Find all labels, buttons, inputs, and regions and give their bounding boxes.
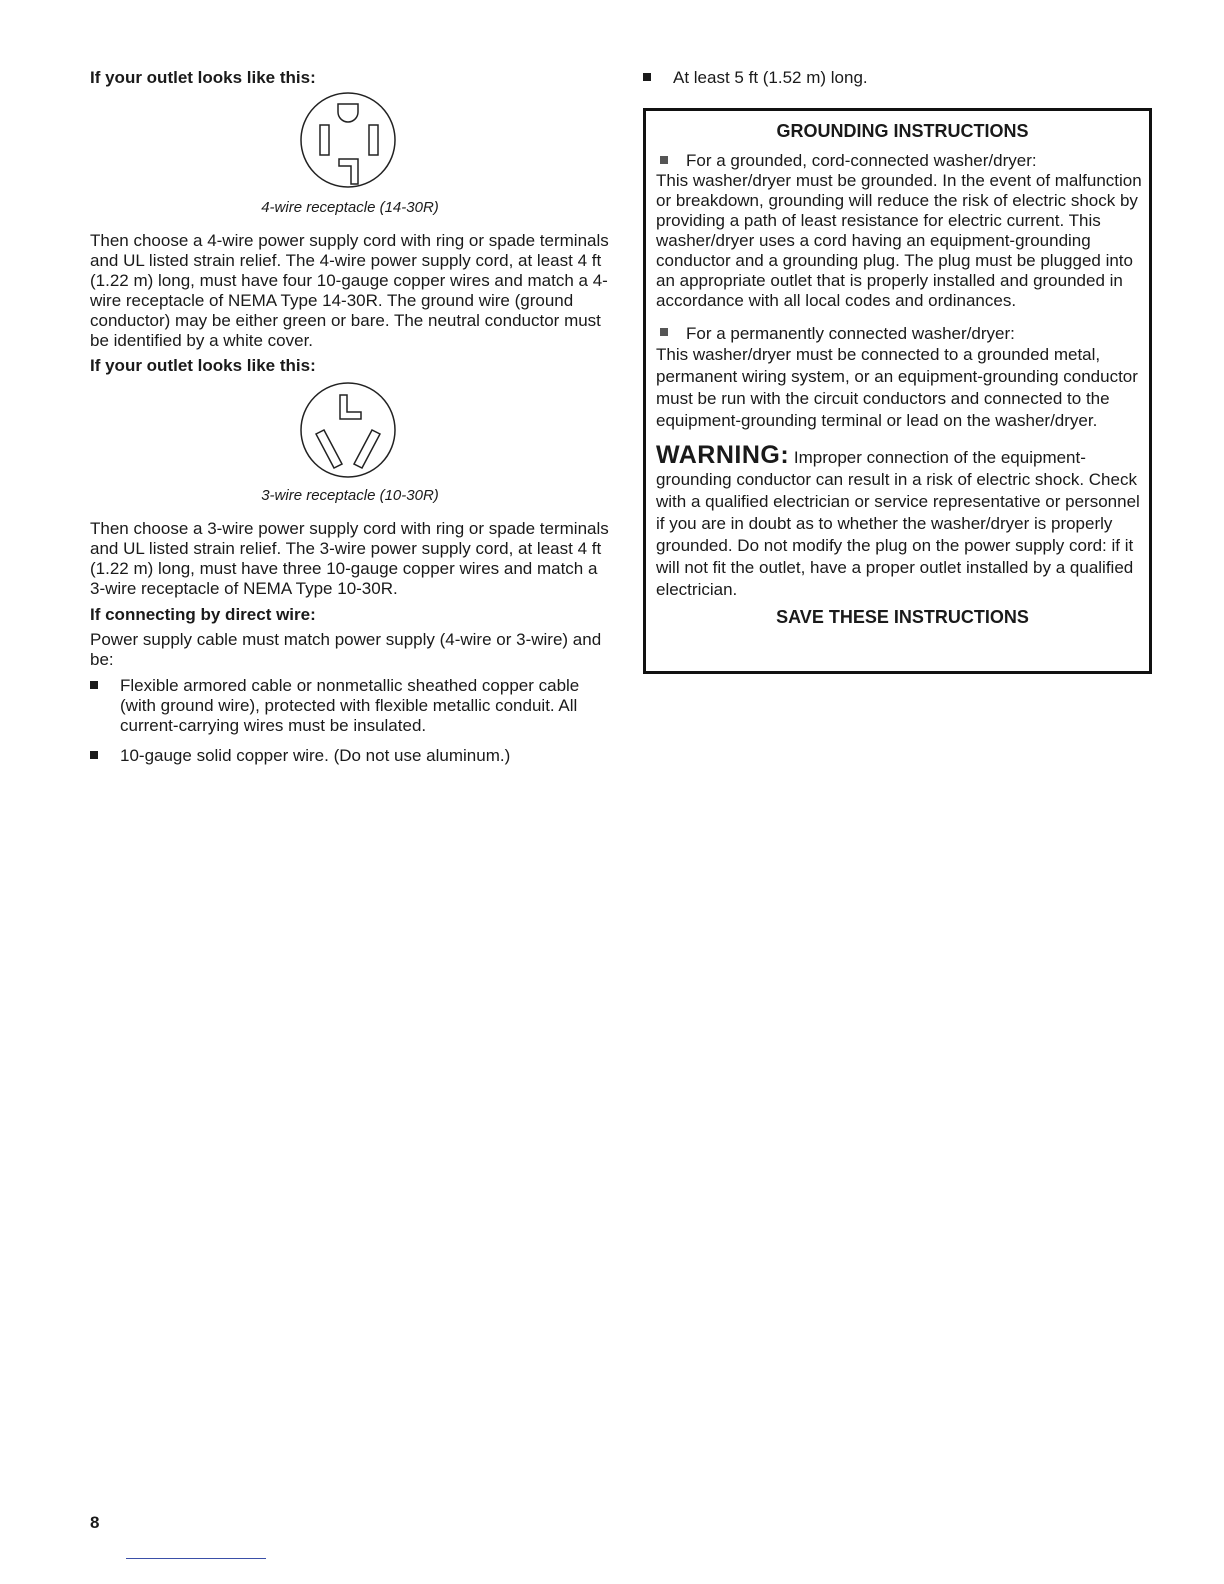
- paragraph-4wire: Then choose a 4-wire power supply cord with ring or spade terminals and UL listed strain relief. The 4-wire power supply cord, at least 4 ft (1.22 m) long, must have four 10-gauge copper wires and match a 4-wire receptacle of NEMA Type 14-30R. The ground wire (ground conductor) may be either green or bare. The neutral conductor must be identified by a white cover.: [90, 231, 609, 350]
- item2-body: This washer/dryer must be connected to a grounded metal, permanent wiring system, or an equipment-grounding conductor must be run with the circuit conductors and connected to the equipment-grounding terminal or lead on the washer/dryer.: [656, 345, 1138, 430]
- warning-label: WARNING:: [656, 441, 790, 469]
- list-item: At least 5 ft (1.52 m) long.: [643, 68, 1173, 88]
- warning-paragraph: [656, 441, 1146, 601]
- direct-wire-heading: If connecting by direct wire:: [90, 605, 316, 624]
- caption-3wire: 3-wire receptacle (10-30R): [261, 487, 439, 504]
- list-item: Flexible armored cable or nonmetallic sheathed copper cable (with ground wire), protected with flexible metallic conduit. All current-carrying wires must be insulated.: [90, 676, 610, 736]
- 4-wire-receptacle-icon: [298, 92, 398, 192]
- direct-wire-paragraph: Power supply cable must match power supply (4-wire or 3-wire) and be:: [90, 630, 602, 669]
- caption-4wire: 4-wire receptacle (14-30R): [261, 199, 439, 216]
- box-footer: SAVE THESE INSTRUCTIONS: [776, 607, 1029, 627]
- outlet-heading-3wire: If your outlet looks like this:: [90, 356, 316, 375]
- direct-wire-list: [90, 676, 610, 766]
- 3-wire-receptacle-icon: [298, 382, 398, 482]
- box-title: GROUNDING INSTRUCTIONS: [776, 121, 1029, 141]
- page-number: 8: [90, 1513, 100, 1532]
- paragraph-3wire: Then choose a 3-wire power supply cord with ring or spade terminals and UL listed strain relief. The 3-wire power supply cord, at least 4 ft (1.22 m) long, must have three 10-gauge copper wires and match a 3-wire receptacle of NEMA Type 10-30R.: [90, 519, 609, 598]
- item1-lead: For a grounded, cord-connected washer/dryer:: [656, 151, 1149, 171]
- grounding-instructions-box: [643, 108, 1152, 674]
- warning-text: Improper connection of the equipment-grounding conductor can result in a risk of electric shock. Check with a qualified electrician or service representative or personnel if you are in doubt as to whether the washer/dryer is properly grounded. Do not modify the plug on the power supply cord: if it will not fit the outlet, have a proper outlet installed by a qualified electrician.: [656, 448, 1140, 599]
- item2-lead: For a permanently connected washer/dryer:: [656, 323, 1149, 344]
- list-item: 10-gauge solid copper wire. (Do not use aluminum.): [90, 746, 610, 766]
- outlet-heading-4wire: If your outlet looks like this:: [90, 68, 316, 87]
- item1-body: This washer/dryer must be grounded. In the event of malfunction or breakdown, grounding will reduce the risk of electric shock by providing a path of least resistance for electric current. This washer/dryer uses a cord having an equipment-grounding conductor and a grounding plug. The plug must be plugged into an appropriate outlet that is properly installed and grounded in accordance with all local codes and ordinances.: [656, 171, 1142, 310]
- footer-rule: [126, 1558, 266, 1559]
